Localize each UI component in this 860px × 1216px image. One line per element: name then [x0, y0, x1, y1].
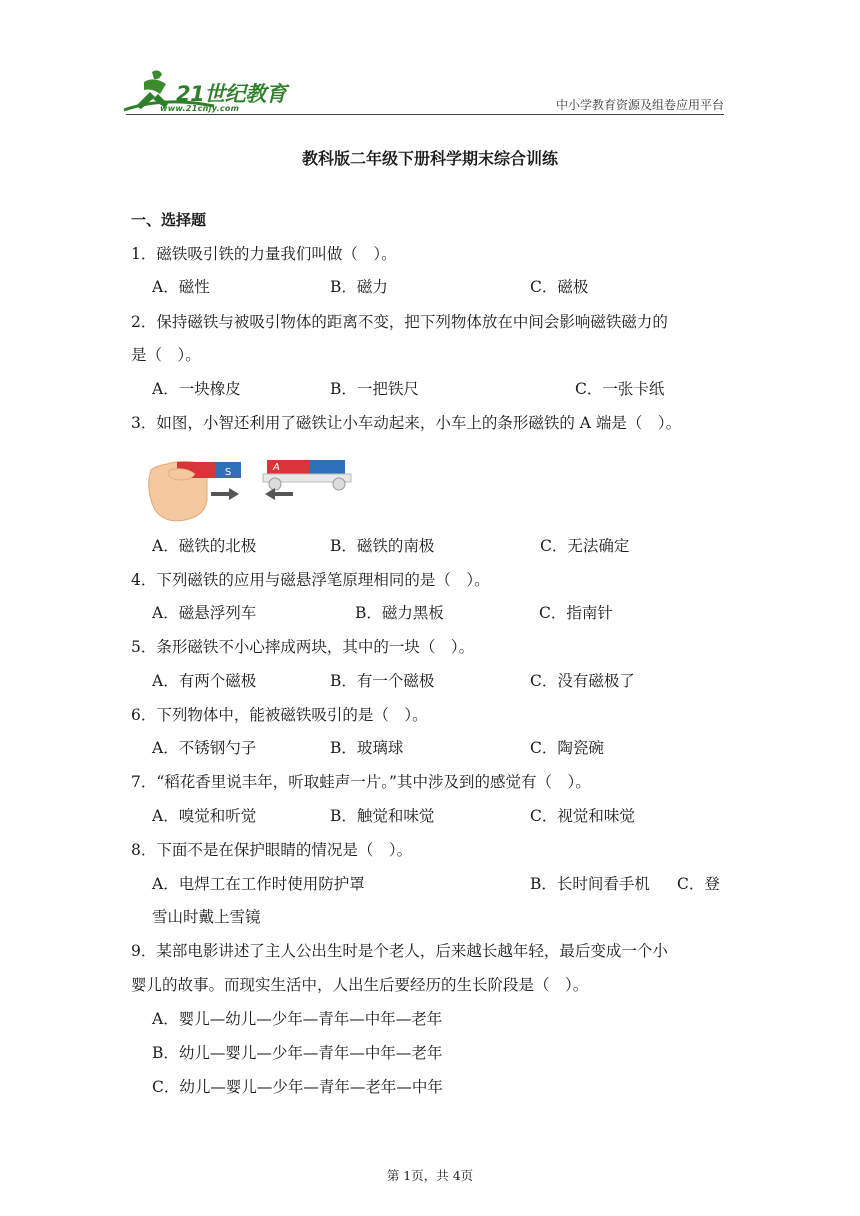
arrow-left-icon: [265, 488, 275, 500]
arrow-left-shaft: [275, 492, 293, 496]
question-3: 3．如图，小智还利用了磁铁让小车动起来，小车上的条形磁铁的 A 端是（ ）。: [131, 414, 682, 432]
q5-option-a: A．有两个磁极: [152, 672, 257, 690]
q7-option-a: A．嗅觉和听觉: [152, 807, 257, 825]
question-4: 4．下列磁铁的应用与磁悬浮笔原理相同的是（ ）。: [131, 571, 490, 589]
document-title: 教科版二年级下册科学期末综合训练: [301, 149, 558, 168]
question-8: 8．下面不是在保护眼睛的情况是（ ）。: [131, 841, 413, 859]
q6-option-c: C．陶瓷碗: [530, 739, 604, 757]
magnet-s-label: S: [224, 467, 232, 478]
arrow-right-icon: [229, 488, 239, 500]
car-wheel-right: [333, 478, 345, 490]
question-7: 7．“稻花香里说丰年，听取蛙声一片。”其中涉及到的感觉有（ ）。: [131, 773, 591, 791]
q6-option-b: B．玻璃球: [330, 739, 404, 757]
q8-option-b: B．长时间看手机: [530, 875, 650, 893]
question-2-line2: 是（ ）。: [131, 346, 201, 364]
q2-option-a: A．一块橡皮: [152, 380, 241, 398]
q4-option-b: B．磁力黑板: [355, 604, 444, 622]
page-footer: 第 1页，共 4页: [386, 1168, 474, 1183]
q9-option-a: A．婴儿—幼儿—少年—青年—中年—老年: [152, 1010, 443, 1028]
q7-option-c: C．视觉和味觉: [530, 807, 635, 825]
q2-option-c: C．一张卡纸: [575, 380, 665, 398]
q1-option-b: B．磁力: [330, 278, 388, 296]
q2-option-b: B．一把铁尺: [330, 380, 419, 398]
section-heading: 一、选择题: [131, 211, 207, 229]
q9-option-b: B．幼儿—婴儿—少年—青年—中年—老年: [152, 1044, 443, 1062]
q4-option-c: C．指南针: [539, 604, 613, 622]
q1-option-c: C．磁极: [530, 278, 589, 296]
magnet-car-figure: [147, 444, 367, 524]
question-2-line1: 2．保持磁铁与被吸引物体的距离不变，把下列物体放在中间会影响磁铁磁力的: [131, 313, 668, 331]
question-9-line2: 婴儿的故事。而现实生活中，人出生后要经历的生长阶段是（ ）。: [131, 976, 589, 994]
q6-option-a: A．不锈钢勺子: [152, 739, 257, 757]
question-9-line1: 9．某部电影讲述了主人公出生时是个老人，后来越长越年轻，最后变成一个小: [131, 942, 668, 960]
q5-option-c: C．没有磁极了: [530, 672, 635, 690]
platform-name: 中小学教育资源及组卷应用平台: [555, 98, 724, 112]
car-magnet-a-label: A: [273, 462, 280, 473]
q3-option-c: C．无法确定: [540, 537, 630, 555]
logo-text: 21世纪教育: [176, 82, 287, 106]
q4-option-a: A．磁悬浮列车: [152, 604, 257, 622]
question-6: 6．下列物体中，能被磁铁吸引的是（ ）。: [131, 706, 428, 724]
logo-url: www.21cnjy.com: [160, 104, 240, 113]
page-header: [0, 0, 860, 120]
q1-option-a: A．磁性: [152, 278, 210, 296]
q9-option-c: C．幼儿—婴儿—少年—青年—老年—中年: [152, 1078, 443, 1096]
header-divider: [126, 114, 724, 115]
q3-option-a: A．磁铁的北极: [152, 537, 257, 555]
arrow-right-shaft: [211, 492, 229, 496]
q8-option-c-continued: 雪山时戴上雪镜: [152, 908, 261, 926]
q8-option-c: C．登: [677, 875, 720, 893]
question-5: 5．条形磁铁不小心摔成两块，其中的一块（ ）。: [131, 638, 475, 656]
q5-option-b: B．有一个磁极: [330, 672, 435, 690]
q8-option-a: A．电焊工在工作时使用防护罩: [152, 875, 365, 893]
question-1: 1．磁铁吸引铁的力量我们叫做（ ）。: [131, 245, 397, 263]
q7-option-b: B．触觉和味觉: [330, 807, 435, 825]
q3-option-b: B．磁铁的南极: [330, 537, 435, 555]
